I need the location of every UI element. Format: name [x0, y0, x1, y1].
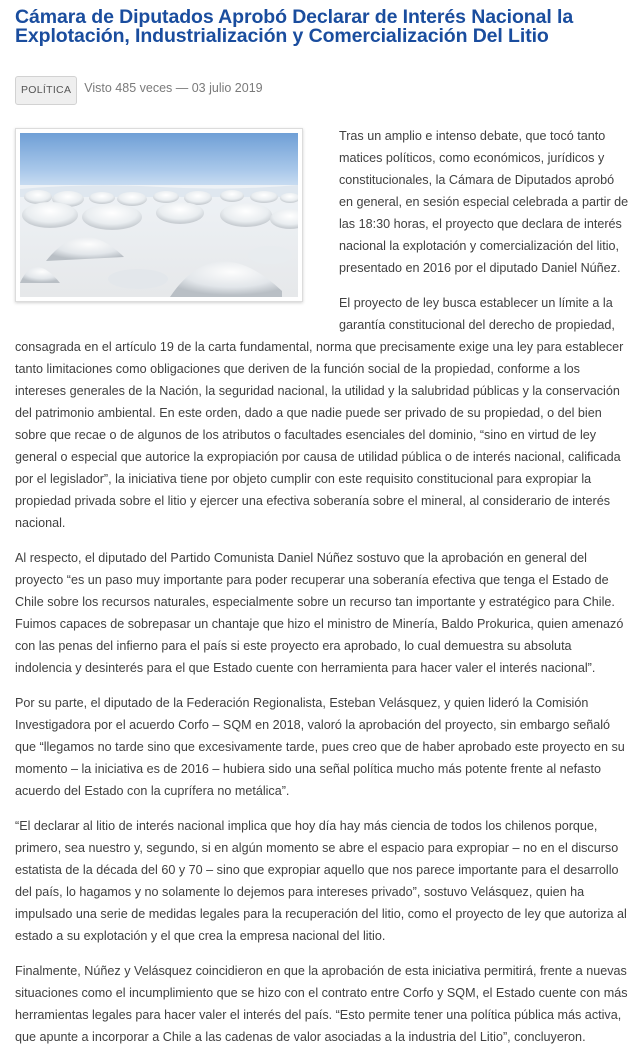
paragraph: Finalmente, Núñez y Velásquez coincidieron en que la aprobación de esta iniciativa permitirá, frente a nuevas situaciones como el incumplimiento que se hizo con el contrato entre Corfo y SQM, el Estado cuente con más herramientas legales para hacer valer el interés del país. “Esto permite tener una política pública más activa, que apunte a incorporar a Chile a las cadenas de valor asociadas a la industria del Litio”, concluyeron. — [15, 964, 628, 1044]
paragraph: Tras un amplio e intenso debate, que tocó tanto matices políticos, como económicos, jurídicos y constitucionales, la Cámara de Diputados aprobó en general, en sesión especial celebrada a partir de las 18:30 horas, el proyecto que declara de interés nacional la explotación y comercialización del litio, presentado en 2016 por el diputado Daniel Núñez. — [339, 129, 629, 275]
article-image — [15, 128, 303, 302]
views-and-date: Visto 485 veces — 03 julio 2019 — [84, 81, 263, 95]
paragraph: Al respecto, el diputado del Partido Comunista Daniel Núñez sostuvo que la aprobación en general del proyecto “es un paso muy importante para poder recuperar una soberanía efectiva que tenga el Estado de Chile sobre los recursos naturales, especialmente sobre un recurso tan importante y estratégico para Chile. Fuimos capaces de sobrepasar un chantaje que hizo el ministro de Minería, Baldo Prokurica, quien amenazó con las penas del infierno para el país si este proyecto era aprobado, lo cual demuestra su absoluta indolencia y desinterés para el que Estado cuente con herramienta para hacer valer el interés nacional”. — [15, 551, 624, 675]
article-title: Cámara de Diputados Aprobó Declarar de Interés Nacional la Explotación, Industrialización y Comercialización Del Litio — [15, 6, 574, 47]
paragraph: El proyecto de ley busca establecer un límite a la garantía constitucional del derecho de propiedad, consagrada en el artículo 19 de la carta fundamental, norma que precisamente exige una ley para establecer tanto limitaciones como obligaciones que deriven de la función social de la propiedad, conforme a los intereses generales de la Nación, la seguridad nacional, la utilidad y la salubridad públicas y la conservación del patrimonio ambiental. En este orden, dado a que nadie puede ser privado de su propiedad, o del bien sobre que recae o de algunos de los atributos o facultades esenciales del dominio, “sino en virtud de ley general o especial que autorice la expropiación por causa de utilidad pública o de interés nacional, calificada por el legislador”, la iniciativa tiene por objeto cumplir con este requisito constitucional para expropiar la propiedad privada sobre el litio y ejercer una efectiva soberanía sobre el mineral, al considerario de interés nacional. — [15, 296, 624, 530]
paragraph: “El declarar al litio de interés nacional implica que hoy día hay más ciencia de todos los chilenos porque, primero, sea nuestro y, segundo, si en algún momento se abre el espacio para expropiar – no en el discurso estatista de la década del 60 y 70 – sino que expropiar aquello que nos parece importante para el desarrollo del país, lo hagamos y no solamente lo dejemos para intereses privado”, sostuvo Velásquez, quien ha impulsado una serie de medidas legales para la recuperación del litio, como el proyecto de ley que autoriza al estado a su explotación y el que crea la empresa nacional del litio. — [15, 819, 627, 943]
paragraph: Por su parte, el diputado de la Federación Regionalista, Esteban Velásquez, y quien lideró la Comisión Investigadora por el acuerdo Corfo – SQM en 2018, valoró la aprobación del proyecto, sin embargo señaló que “llegamos no tarde sino que excesivamente tarde, pues creo que de haber aprobado este proyecto en su momento – la iniciativa es de 2016 – hubiera sido una señal política mucho más potente frente al nefasto acuerdo del Estado con la cuprífera no metálica”. — [15, 696, 625, 798]
salt-flat-photo-icon — [20, 133, 298, 297]
category-badge[interactable]: POLÍTICA — [15, 76, 77, 105]
article-body — [15, 125, 631, 1061]
article-meta — [15, 76, 263, 106]
